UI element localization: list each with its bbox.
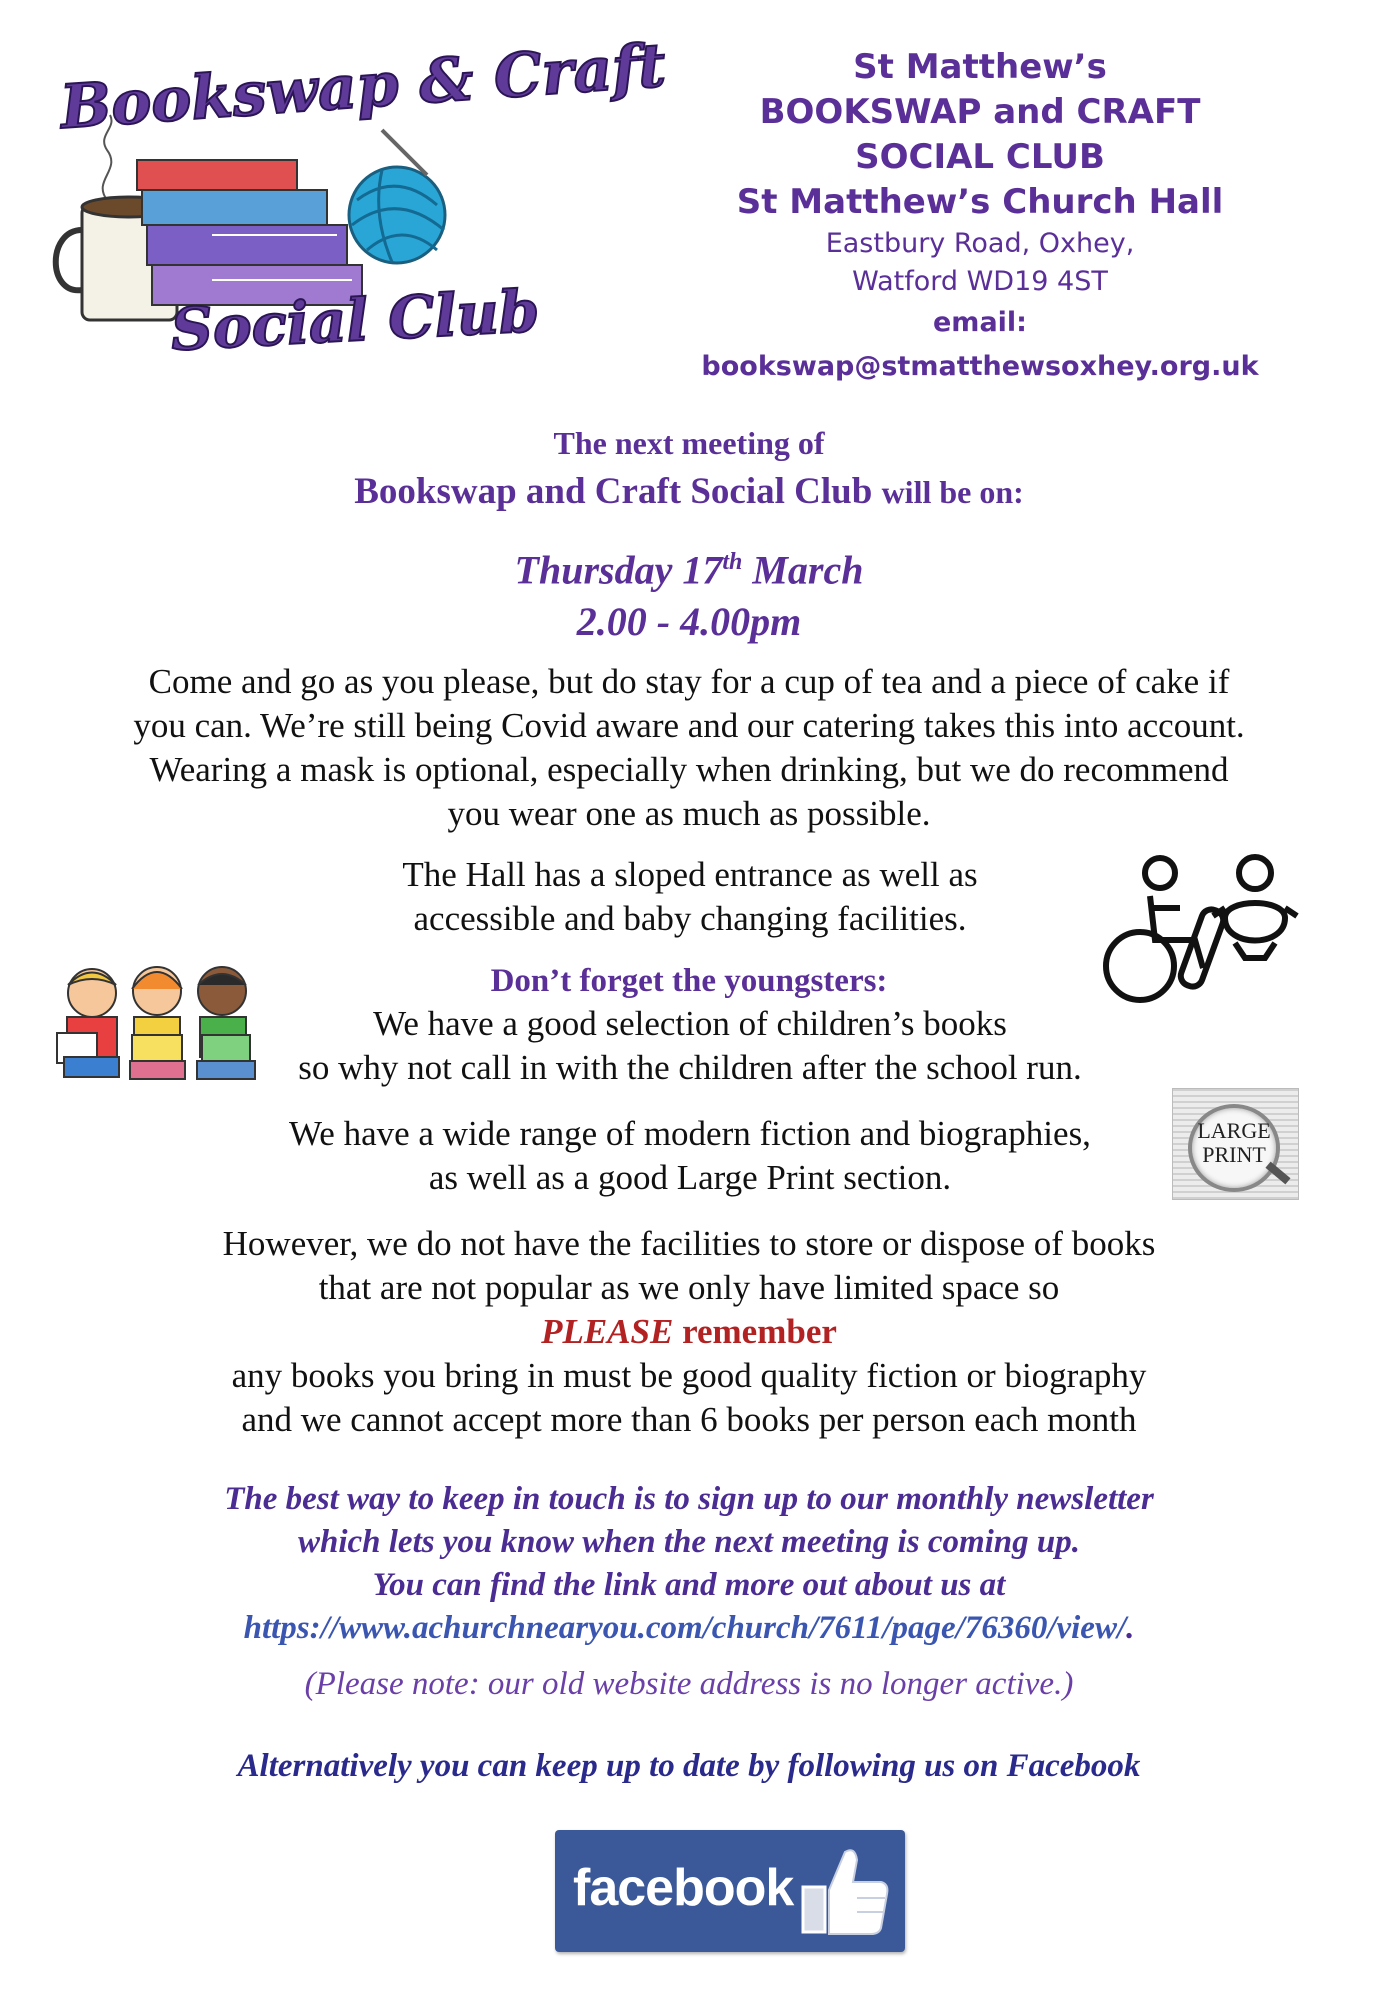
link-period: . xyxy=(1126,1610,1135,1646)
header-address2: Watford WD19 4ST xyxy=(852,266,1108,297)
text-line: We have a good selection of children’s books xyxy=(373,1004,1007,1043)
header-line3: SOCIAL CLUB xyxy=(855,137,1105,177)
website-link[interactable]: https://www.achurchnearyou.com/church/7611/page/76360/view/ xyxy=(243,1610,1127,1646)
large-print-line2: PRINT xyxy=(1202,1142,1266,1167)
newsletter-paragraph xyxy=(60,1478,1318,1650)
please-remember-line xyxy=(80,1310,1298,1354)
old-website-note: (Please note: our old website address is no longer active.) xyxy=(304,1666,1074,1702)
however-paragraph xyxy=(80,1222,1298,1442)
large-print-line1: LARGE xyxy=(1197,1118,1271,1143)
text-line: and we cannot accept more than 6 books per person each month xyxy=(241,1400,1137,1439)
text-line: you can. We’re still being Covid aware and our catering takes this into account. xyxy=(133,706,1245,745)
meeting-club-name: Bookswap and Craft Social Club xyxy=(354,471,873,512)
header-line2: BOOKSWAP and CRAFT xyxy=(759,92,1201,132)
thumbs-up-icon xyxy=(793,1842,893,1940)
text-line: as well as a good Large Print section. xyxy=(428,1158,952,1197)
text-line: The best way to keep in touch is to sign up to our monthly newsletter xyxy=(224,1481,1154,1517)
text-line: Wearing a mask is optional, especially when drinking, but we do recommend xyxy=(149,750,1229,789)
text-line: The Hall has a sloped entrance as well as xyxy=(402,855,978,894)
text-line: You can find the link and more out about us at xyxy=(372,1567,1006,1603)
youngsters-heading: Don’t forget the youngsters: xyxy=(490,963,888,999)
logo-title-bottom: Social Club xyxy=(169,276,541,364)
text-line: We have a wide range of modern fiction and biographies, xyxy=(289,1114,1091,1153)
come-and-go-paragraph xyxy=(80,660,1298,836)
text-line: so why not call in with the children after the school run. xyxy=(298,1048,1082,1087)
remember-text: remember xyxy=(682,1312,837,1351)
facebook-prompt: Alternatively you can keep up to date by following us on Facebook xyxy=(237,1748,1141,1784)
header-venue: St Matthew’s Church Hall xyxy=(736,182,1224,222)
hall-paragraph xyxy=(330,853,1050,941)
meeting-month: March xyxy=(752,547,864,593)
header-block xyxy=(650,45,1310,389)
large-print-icon xyxy=(1172,1088,1299,1200)
baby-changing-icon xyxy=(1213,857,1297,958)
please-text: PLEASE xyxy=(541,1312,674,1351)
facebook-button[interactable] xyxy=(555,1830,905,1952)
meeting-date xyxy=(0,536,1378,648)
meeting-day-suffix: th xyxy=(722,549,743,575)
logo-title-top: Bookswap & Craft xyxy=(58,30,668,143)
text-line: Come and go as you please, but do stay for a cup of tea and a piece of cake if xyxy=(148,662,1230,701)
text-line: However, we do not have the facilities to store or dispose of books xyxy=(222,1224,1156,1263)
youngsters-paragraph xyxy=(230,1002,1150,1090)
text-line: you wear one as much as possible. xyxy=(447,794,931,833)
books-stack-icon xyxy=(137,160,362,305)
yarn-ball-icon xyxy=(349,130,445,263)
meeting-club-line xyxy=(0,470,1378,513)
header-line1: St Matthew’s xyxy=(853,47,1107,87)
header-email[interactable]: email: bookswap@stmatthewsoxhey.org.uk xyxy=(701,307,1259,382)
meeting-intro: The next meeting of xyxy=(553,425,825,461)
meeting-day: Thursday 17 xyxy=(514,547,723,593)
meeting-will-be-on: will be on: xyxy=(881,474,1024,510)
text-line: any books you bring in must be good quality fiction or biography xyxy=(231,1356,1147,1395)
text-line: that are not popular as we only have limited space so xyxy=(318,1268,1060,1307)
text-line: which lets you know when the next meeting is coming up. xyxy=(297,1524,1081,1560)
range-paragraph xyxy=(220,1112,1160,1200)
text-line: accessible and baby changing facilities. xyxy=(413,899,967,938)
facebook-label: facebook xyxy=(573,1859,794,1917)
club-logo xyxy=(52,30,668,370)
header-address1: Eastbury Road, Oxhey, xyxy=(825,228,1135,259)
meeting-time: 2.00 - 4.00pm xyxy=(576,599,802,645)
